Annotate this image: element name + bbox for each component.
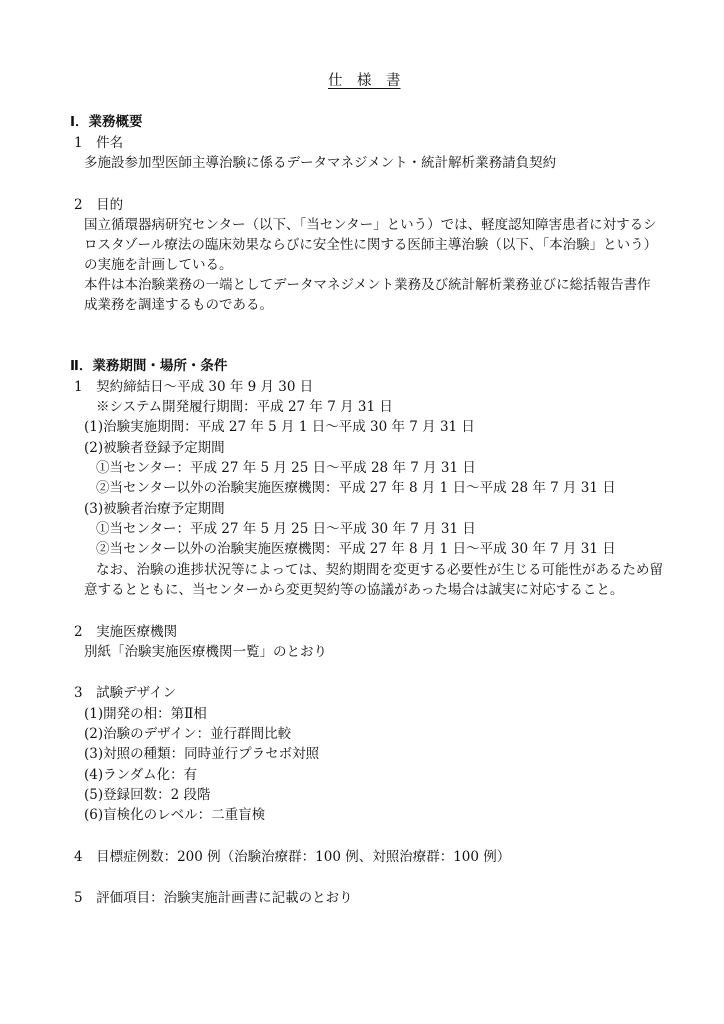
- section-2-heading: Ⅱ．業務期間・場所・条件: [70, 358, 228, 374]
- design-enrollment-stages: (5)登録回数：2 段階: [84, 787, 211, 803]
- design-phase: (1)開発の相：第Ⅱ相: [84, 706, 207, 722]
- document-title: 仕 様 書: [328, 73, 401, 89]
- trial-period: (1)治験実施期間：平成 27 年 5 月 1 日～平成 30 年 7 月 31 日: [84, 419, 475, 435]
- enrollment-period-label: (2)被験者登録予定期間: [84, 440, 225, 456]
- section-1-item-2-line: ロスタゾール療法の臨床効果ならびに安全性に関する医師主導治験（以下、「本治験」という）: [84, 237, 658, 253]
- section-1-item-2-line: 本件は本治験業務の一端としてデータマネジメント業務及び統計解析業務並びに総括報告書作: [84, 277, 651, 293]
- section-1-heading: Ⅰ．業務概要: [70, 114, 143, 130]
- section-2-item-3-label: 3 試験デザイン: [74, 685, 177, 701]
- section-1-item-1-label: 1 件名: [74, 135, 124, 151]
- treatment-period-other: ②当センター以外の治験実施医療機関：平成 27 年 8 月 1 日～平成 30 年 7 月 31 日: [96, 541, 616, 557]
- design-blinding: (6)盲検化のレベル：二重盲検: [84, 807, 266, 823]
- section-2-item-2-label: 2 実施医療機関: [74, 624, 178, 640]
- section-1-item-2-label: 2 目的: [74, 197, 124, 213]
- section-2-item-2-text: 別紙「治験実施医療機関一覧」のとおり: [84, 644, 327, 660]
- treatment-period-center: ①当センター：平成 27 年 5 月 25 日～平成 30 年 7 月 31 日: [96, 521, 476, 537]
- system-dev-period: ※システム開発履行期間：平成 27 年 7 月 31 日: [96, 399, 393, 415]
- enrollment-period-other: ②当センター以外の治験実施医療機関：平成 27 年 8 月 1 日～平成 28 年 7 月 31 日: [96, 480, 616, 496]
- section-1-item-2-line: 国立循環器病研究センター（以下、「当センター」という）では、軽度認知障害患者に対するシ: [84, 217, 657, 233]
- target-case-count: 4 目標症例数：200 例（治験治療群：100 例、対照治療群：100 例）: [74, 849, 511, 865]
- section-2-item-1-label: 1 契約締結日～平成 30 年 9 月 30 日: [74, 379, 314, 395]
- period-note-line: なお、治験の進捗状況等によっては、契約期間を変更する必要性が生じる可能性があるため留: [96, 562, 663, 578]
- design-type: (2)治験のデザイン：並行群間比較: [84, 726, 292, 742]
- period-note-line: 意するとともに、当センターから変更契約等の協議があった場合は誠実に対応すること。: [84, 582, 624, 598]
- design-control: (3)対照の種類：同時並行プラセボ対照: [84, 746, 320, 762]
- section-1-item-1-text: 多施設参加型医師主導治験に係るデータマネジメント・統計解析業務請負契約: [84, 155, 557, 171]
- treatment-period-label: (3)被験者治療予定期間: [84, 501, 225, 517]
- design-randomization: (4)ランダム化：有: [84, 767, 198, 783]
- section-1-item-2-line: の実施を計画している。: [84, 257, 233, 273]
- enrollment-period-center: ①当センター：平成 27 年 5 月 25 日～平成 28 年 7 月 31 日: [96, 460, 476, 476]
- section-1-item-2-line: 成業務を調達するものである。: [84, 297, 273, 313]
- evaluation-items: 5 評価項目：治験実施計画書に記載のとおり: [74, 890, 353, 906]
